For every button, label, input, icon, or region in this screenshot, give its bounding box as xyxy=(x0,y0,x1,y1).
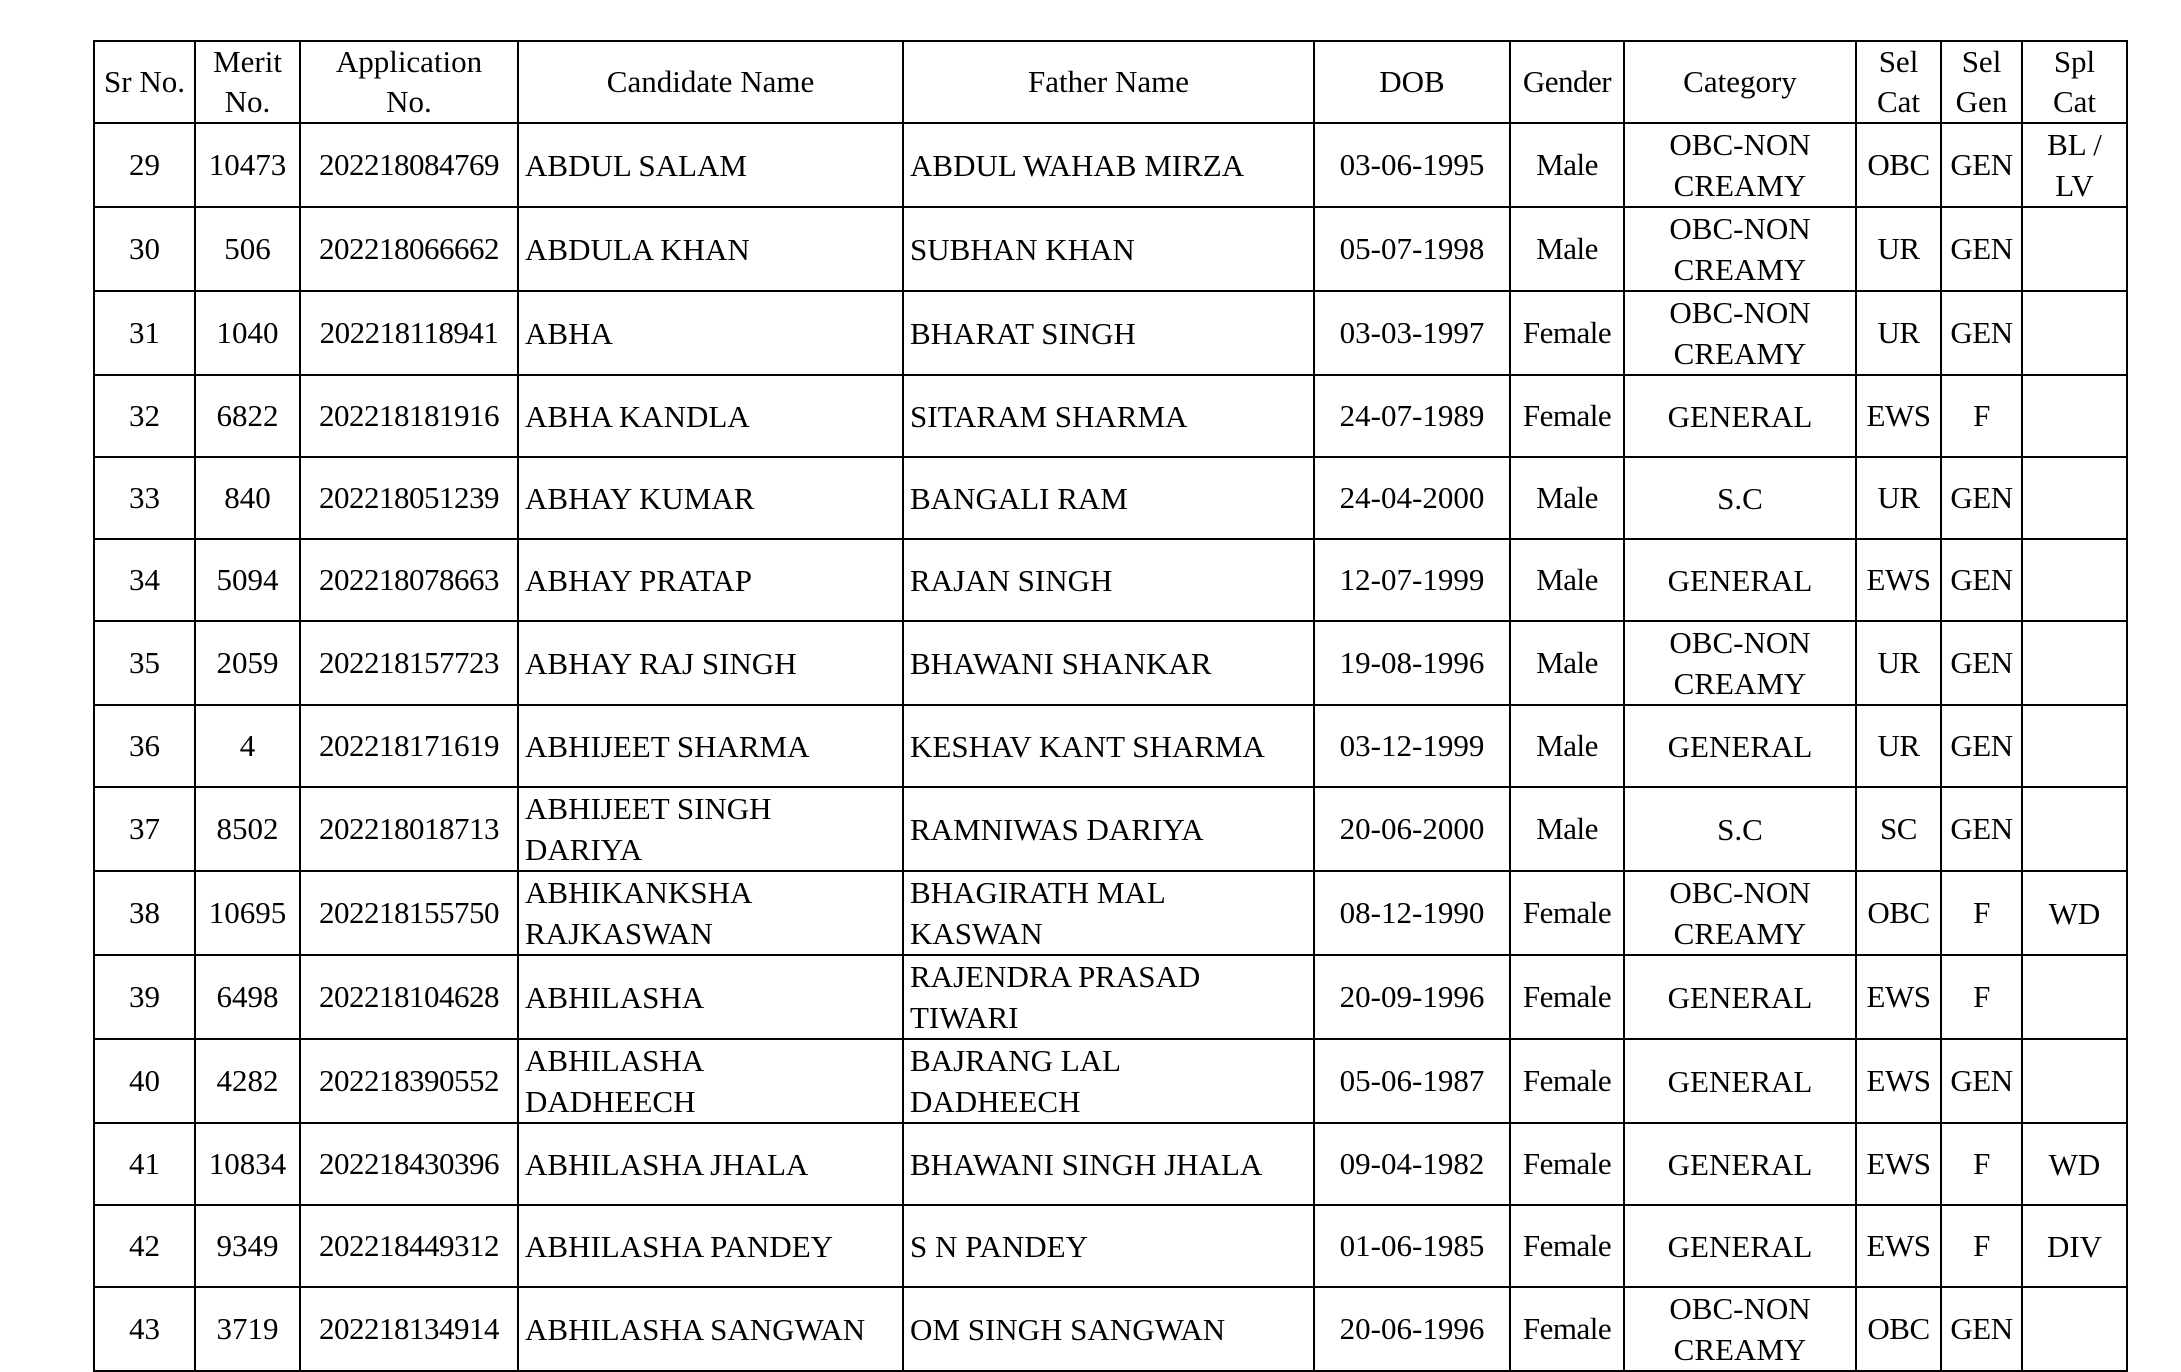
cell-candidate-name-line: ABHILASHA SANGWAN xyxy=(525,1311,866,1347)
cell-sr-no: 36 xyxy=(94,705,195,787)
cell-sel-gen: GEN xyxy=(1941,1039,2022,1123)
cell-father-name-line: OM SINGH SANGWAN xyxy=(910,1311,1226,1347)
cell-merit-no: 840 xyxy=(195,457,300,539)
cell-candidate-name xyxy=(518,787,903,871)
cell-spl-cat xyxy=(2022,207,2127,291)
cell-gender: Male xyxy=(1510,787,1624,871)
cell-category-line: OBC-NON xyxy=(1669,295,1811,330)
merit-list-table xyxy=(93,40,2128,1372)
header-candidate-name: Candidate Name xyxy=(518,41,903,123)
header-application-no: Application No. xyxy=(300,41,518,123)
cell-candidate-name-line: DARIYA xyxy=(525,832,643,867)
cell-father-name xyxy=(903,123,1314,207)
cell-gender: Male xyxy=(1510,705,1624,787)
cell-candidate-name-line: ABDUL SALAM xyxy=(525,147,747,183)
cell-category-line: OBC-NON xyxy=(1669,127,1811,162)
cell-dob: 03-12-1999 xyxy=(1314,705,1510,787)
cell-gender: Male xyxy=(1510,207,1624,291)
cell-candidate-name xyxy=(518,955,903,1039)
cell-application-no: 202218066662 xyxy=(300,207,518,291)
table-row xyxy=(94,621,2127,705)
cell-sr-no: 34 xyxy=(94,539,195,621)
cell-sr-no: 30 xyxy=(94,207,195,291)
cell-sel-gen: GEN xyxy=(1941,123,2022,207)
cell-candidate-name xyxy=(518,291,903,375)
cell-sel-cat: OBC xyxy=(1856,871,1941,955)
cell-application-no: 202218449312 xyxy=(300,1205,518,1287)
cell-candidate-name xyxy=(518,207,903,291)
cell-gender: Female xyxy=(1510,291,1624,375)
header-spl-cat: Spl Cat xyxy=(2022,41,2127,123)
cell-application-no: 202218134914 xyxy=(300,1287,518,1371)
cell-category-line: OBC-NON xyxy=(1669,211,1811,246)
cell-application-no: 202218051239 xyxy=(300,457,518,539)
cell-category-line: GENERAL xyxy=(1667,562,1813,598)
cell-father-name-line: SITARAM SHARMA xyxy=(910,398,1188,434)
cell-dob: 20-09-1996 xyxy=(1314,955,1510,1039)
cell-gender: Male xyxy=(1510,621,1624,705)
cell-father-name-line: BHARAT SINGH xyxy=(910,315,1136,351)
cell-father-name-line: RAMNIWAS DARIYA xyxy=(910,811,1204,847)
cell-candidate-name xyxy=(518,621,903,705)
cell-dob: 24-07-1989 xyxy=(1314,375,1510,457)
cell-dob: 12-07-1999 xyxy=(1314,539,1510,621)
header-dob: DOB xyxy=(1314,41,1510,123)
cell-category-line: CREAMY xyxy=(1673,168,1807,203)
cell-merit-no: 2059 xyxy=(195,621,300,705)
cell-gender: Female xyxy=(1510,871,1624,955)
cell-application-no: 202218018713 xyxy=(300,787,518,871)
cell-spl-cat xyxy=(2022,955,2127,1039)
table-row xyxy=(94,955,2127,1039)
cell-candidate-name-line: ABHILASHA PANDEY xyxy=(525,1228,834,1264)
cell-father-name xyxy=(903,375,1314,457)
header-gender: Gender xyxy=(1510,41,1624,123)
cell-dob: 09-04-1982 xyxy=(1314,1123,1510,1205)
cell-candidate-name-line: ABHILASHA xyxy=(525,979,705,1015)
cell-application-no: 202218157723 xyxy=(300,621,518,705)
cell-application-no: 202218171619 xyxy=(300,705,518,787)
cell-sr-no: 42 xyxy=(94,1205,195,1287)
merit-list-sheet xyxy=(93,40,2128,1372)
cell-category xyxy=(1624,123,1856,207)
cell-candidate-name-line: ABHAY KUMAR xyxy=(525,480,755,516)
cell-spl-cat xyxy=(2022,1039,2127,1123)
cell-merit-no: 10834 xyxy=(195,1123,300,1205)
cell-merit-no: 10473 xyxy=(195,123,300,207)
table-row xyxy=(94,1205,2127,1287)
cell-sel-gen: F xyxy=(1941,375,2022,457)
cell-spl-cat xyxy=(2022,539,2127,621)
header-sel-cat: Sel Cat xyxy=(1856,41,1941,123)
cell-sel-gen: GEN xyxy=(1941,539,2022,621)
cell-sel-gen: GEN xyxy=(1941,457,2022,539)
cell-candidate-name xyxy=(518,1123,903,1205)
cell-merit-no: 3719 xyxy=(195,1287,300,1371)
cell-father-name-line: KESHAV KANT SHARMA xyxy=(910,728,1265,764)
cell-candidate-name-line: ABHIJEET SHARMA xyxy=(525,728,810,764)
cell-spl-cat xyxy=(2022,1123,2127,1205)
table-row xyxy=(94,1123,2127,1205)
cell-father-name-line: DADHEECH xyxy=(910,1084,1081,1119)
cell-father-name-line: RAJAN SINGH xyxy=(910,562,1113,598)
cell-sel-cat: UR xyxy=(1856,207,1941,291)
cell-father-name-line: KASWAN xyxy=(910,916,1043,951)
cell-category xyxy=(1624,1287,1856,1371)
cell-category-line: CREAMY xyxy=(1673,336,1807,371)
cell-candidate-name-line: ABHA xyxy=(525,315,613,351)
cell-merit-no: 4282 xyxy=(195,1039,300,1123)
cell-candidate-name-line: ABHA KANDLA xyxy=(525,398,750,434)
cell-father-name xyxy=(903,955,1314,1039)
cell-gender: Male xyxy=(1510,123,1624,207)
cell-merit-no: 506 xyxy=(195,207,300,291)
cell-sel-gen: F xyxy=(1941,871,2022,955)
cell-candidate-name xyxy=(518,457,903,539)
cell-father-name xyxy=(903,1039,1314,1123)
cell-father-name-line: SUBHAN KHAN xyxy=(910,231,1135,267)
cell-dob: 03-06-1995 xyxy=(1314,123,1510,207)
cell-application-no: 202218078663 xyxy=(300,539,518,621)
table-row xyxy=(94,123,2127,207)
cell-spl-cat-line: LV xyxy=(2055,168,2094,203)
cell-dob: 24-04-2000 xyxy=(1314,457,1510,539)
cell-gender: Female xyxy=(1510,1287,1624,1371)
cell-sel-cat: EWS xyxy=(1856,539,1941,621)
table-row xyxy=(94,1287,2127,1371)
cell-category-line: CREAMY xyxy=(1673,666,1807,701)
cell-candidate-name xyxy=(518,1039,903,1123)
cell-sel-gen: GEN xyxy=(1941,291,2022,375)
cell-gender: Male xyxy=(1510,457,1624,539)
cell-candidate-name-line: ABHAY PRATAP xyxy=(525,562,752,598)
cell-candidate-name xyxy=(518,539,903,621)
cell-category xyxy=(1624,207,1856,291)
table-row xyxy=(94,375,2127,457)
cell-sel-cat: EWS xyxy=(1856,955,1941,1039)
header-sr-no: Sr No. xyxy=(94,41,195,123)
cell-sel-cat: OBC xyxy=(1856,123,1941,207)
table-row xyxy=(94,787,2127,871)
cell-father-name xyxy=(903,1205,1314,1287)
cell-sr-no: 32 xyxy=(94,375,195,457)
cell-sel-gen: F xyxy=(1941,955,2022,1039)
cell-sel-cat: SC xyxy=(1856,787,1941,871)
cell-category-line: GENERAL xyxy=(1667,1228,1813,1264)
cell-application-no: 202218390552 xyxy=(300,1039,518,1123)
cell-father-name xyxy=(903,457,1314,539)
cell-sel-gen: GEN xyxy=(1941,621,2022,705)
cell-father-name-line: BHAWANI SHANKAR xyxy=(910,645,1212,681)
cell-category-line: S.C xyxy=(1717,480,1763,516)
cell-category-line: GENERAL xyxy=(1667,728,1813,764)
cell-application-no: 202218430396 xyxy=(300,1123,518,1205)
cell-dob: 08-12-1990 xyxy=(1314,871,1510,955)
cell-father-name xyxy=(903,539,1314,621)
table-body xyxy=(94,123,2127,1371)
cell-category xyxy=(1624,1039,1856,1123)
cell-category-line: OBC-NON xyxy=(1669,875,1811,910)
cell-dob: 03-03-1997 xyxy=(1314,291,1510,375)
cell-father-name-line: ABDUL WAHAB MIRZA xyxy=(910,147,1245,183)
table-row xyxy=(94,457,2127,539)
cell-sr-no: 39 xyxy=(94,955,195,1039)
cell-sel-cat: EWS xyxy=(1856,375,1941,457)
cell-sel-gen: F xyxy=(1941,1123,2022,1205)
cell-spl-cat-line: DIV xyxy=(2046,1228,2103,1264)
cell-merit-no: 5094 xyxy=(195,539,300,621)
cell-sel-cat: EWS xyxy=(1856,1205,1941,1287)
cell-father-name-line: S N PANDEY xyxy=(910,1228,1089,1264)
cell-category-line: GENERAL xyxy=(1667,979,1813,1015)
table-row xyxy=(94,871,2127,955)
table-row xyxy=(94,539,2127,621)
cell-sel-gen: F xyxy=(1941,1205,2022,1287)
cell-spl-cat xyxy=(2022,787,2127,871)
cell-spl-cat xyxy=(2022,1205,2127,1287)
table-row xyxy=(94,291,2127,375)
cell-father-name xyxy=(903,871,1314,955)
cell-sel-cat: EWS xyxy=(1856,1039,1941,1123)
cell-dob: 05-06-1987 xyxy=(1314,1039,1510,1123)
cell-sr-no: 29 xyxy=(94,123,195,207)
cell-merit-no: 6498 xyxy=(195,955,300,1039)
cell-father-name-line: BANGALI RAM xyxy=(910,480,1128,516)
header-category: Category xyxy=(1624,41,1856,123)
cell-spl-cat xyxy=(2022,375,2127,457)
cell-father-name-line: RAJENDRA PRASAD xyxy=(910,959,1201,994)
cell-category xyxy=(1624,871,1856,955)
cell-candidate-name-line: ABHAY RAJ SINGH xyxy=(525,645,797,681)
cell-category-line: GENERAL xyxy=(1667,1063,1813,1099)
cell-candidate-name-line: DADHEECH xyxy=(525,1084,696,1119)
cell-category xyxy=(1624,539,1856,621)
cell-category-line: CREAMY xyxy=(1673,1332,1807,1367)
cell-category xyxy=(1624,955,1856,1039)
cell-merit-no: 8502 xyxy=(195,787,300,871)
cell-dob: 19-08-1996 xyxy=(1314,621,1510,705)
cell-father-name xyxy=(903,787,1314,871)
cell-application-no: 202218084769 xyxy=(300,123,518,207)
cell-sr-no: 38 xyxy=(94,871,195,955)
cell-spl-cat-line: WD xyxy=(2048,895,2101,931)
cell-application-no: 202218118941 xyxy=(300,291,518,375)
cell-category-line: OBC-NON xyxy=(1669,625,1811,660)
cell-candidate-name-line: ABHILASHA JHALA xyxy=(525,1146,809,1182)
cell-dob: 05-07-1998 xyxy=(1314,207,1510,291)
cell-merit-no: 10695 xyxy=(195,871,300,955)
cell-category xyxy=(1624,621,1856,705)
cell-father-name-line: BHAGIRATH MAL xyxy=(910,875,1166,910)
cell-category-line: CREAMY xyxy=(1673,252,1807,287)
header-father-name: Father Name xyxy=(903,41,1314,123)
cell-father-name-line: TIWARI xyxy=(910,1000,1019,1035)
cell-father-name xyxy=(903,1123,1314,1205)
cell-category xyxy=(1624,457,1856,539)
cell-sr-no: 41 xyxy=(94,1123,195,1205)
cell-sr-no: 37 xyxy=(94,787,195,871)
cell-candidate-name xyxy=(518,375,903,457)
cell-spl-cat-line: WD xyxy=(2048,1146,2101,1182)
cell-merit-no: 9349 xyxy=(195,1205,300,1287)
cell-candidate-name xyxy=(518,123,903,207)
cell-spl-cat xyxy=(2022,1287,2127,1371)
cell-sel-cat: UR xyxy=(1856,705,1941,787)
cell-category xyxy=(1624,1205,1856,1287)
cell-sel-cat: OBC xyxy=(1856,1287,1941,1371)
cell-sr-no: 40 xyxy=(94,1039,195,1123)
cell-category xyxy=(1624,375,1856,457)
table-row xyxy=(94,705,2127,787)
cell-sr-no: 31 xyxy=(94,291,195,375)
cell-candidate-name-line: ABHIJEET SINGH xyxy=(525,791,772,826)
cell-spl-cat xyxy=(2022,705,2127,787)
cell-candidate-name-line: ABHIKANKSHA xyxy=(525,875,753,910)
cell-application-no: 202218155750 xyxy=(300,871,518,955)
cell-sr-no: 33 xyxy=(94,457,195,539)
cell-dob: 20-06-1996 xyxy=(1314,1287,1510,1371)
table-row xyxy=(94,207,2127,291)
cell-sr-no: 35 xyxy=(94,621,195,705)
cell-gender: Female xyxy=(1510,375,1624,457)
cell-dob: 01-06-1985 xyxy=(1314,1205,1510,1287)
cell-candidate-name xyxy=(518,1205,903,1287)
header-row xyxy=(94,41,2127,123)
cell-gender: Female xyxy=(1510,1123,1624,1205)
cell-category xyxy=(1624,1123,1856,1205)
cell-father-name xyxy=(903,621,1314,705)
cell-gender: Female xyxy=(1510,1205,1624,1287)
cell-category-line: GENERAL xyxy=(1667,398,1813,434)
cell-sel-cat: UR xyxy=(1856,621,1941,705)
cell-application-no: 202218104628 xyxy=(300,955,518,1039)
cell-merit-no: 1040 xyxy=(195,291,300,375)
cell-category-line: GENERAL xyxy=(1667,1146,1813,1182)
cell-category-line: OBC-NON xyxy=(1669,1291,1811,1326)
cell-candidate-name-line: ABDULA KHAN xyxy=(525,231,750,267)
cell-sel-cat: UR xyxy=(1856,291,1941,375)
cell-spl-cat xyxy=(2022,123,2127,207)
cell-candidate-name-line: ABHILASHA xyxy=(525,1043,705,1078)
cell-sel-cat: EWS xyxy=(1856,1123,1941,1205)
cell-merit-no: 6822 xyxy=(195,375,300,457)
cell-category xyxy=(1624,705,1856,787)
cell-category xyxy=(1624,787,1856,871)
cell-spl-cat xyxy=(2022,621,2127,705)
cell-spl-cat-line: BL / xyxy=(2047,127,2102,162)
cell-father-name xyxy=(903,705,1314,787)
cell-sr-no: 43 xyxy=(94,1287,195,1371)
table-row xyxy=(94,1039,2127,1123)
cell-candidate-name xyxy=(518,705,903,787)
cell-father-name xyxy=(903,1287,1314,1371)
header-merit-no: Merit No. xyxy=(195,41,300,123)
cell-father-name-line: BAJRANG LAL xyxy=(910,1043,1121,1078)
cell-sel-cat: UR xyxy=(1856,457,1941,539)
cell-category-line: S.C xyxy=(1717,811,1763,847)
cell-category-line: CREAMY xyxy=(1673,916,1807,951)
cell-gender: Male xyxy=(1510,539,1624,621)
cell-candidate-name xyxy=(518,1287,903,1371)
cell-father-name xyxy=(903,207,1314,291)
cell-application-no: 202218181916 xyxy=(300,375,518,457)
cell-gender: Female xyxy=(1510,955,1624,1039)
cell-father-name-line: BHAWANI SINGH JHALA xyxy=(910,1146,1263,1182)
cell-spl-cat xyxy=(2022,291,2127,375)
cell-sel-gen: GEN xyxy=(1941,705,2022,787)
cell-merit-no: 4 xyxy=(195,705,300,787)
header-sel-gen: Sel Gen xyxy=(1941,41,2022,123)
cell-sel-gen: GEN xyxy=(1941,1287,2022,1371)
cell-sel-gen: GEN xyxy=(1941,787,2022,871)
cell-spl-cat xyxy=(2022,457,2127,539)
cell-father-name xyxy=(903,291,1314,375)
cell-candidate-name xyxy=(518,871,903,955)
cell-category xyxy=(1624,291,1856,375)
cell-gender: Female xyxy=(1510,1039,1624,1123)
cell-spl-cat xyxy=(2022,871,2127,955)
cell-sel-gen: GEN xyxy=(1941,207,2022,291)
cell-candidate-name-line: RAJKASWAN xyxy=(525,916,713,951)
cell-dob: 20-06-2000 xyxy=(1314,787,1510,871)
